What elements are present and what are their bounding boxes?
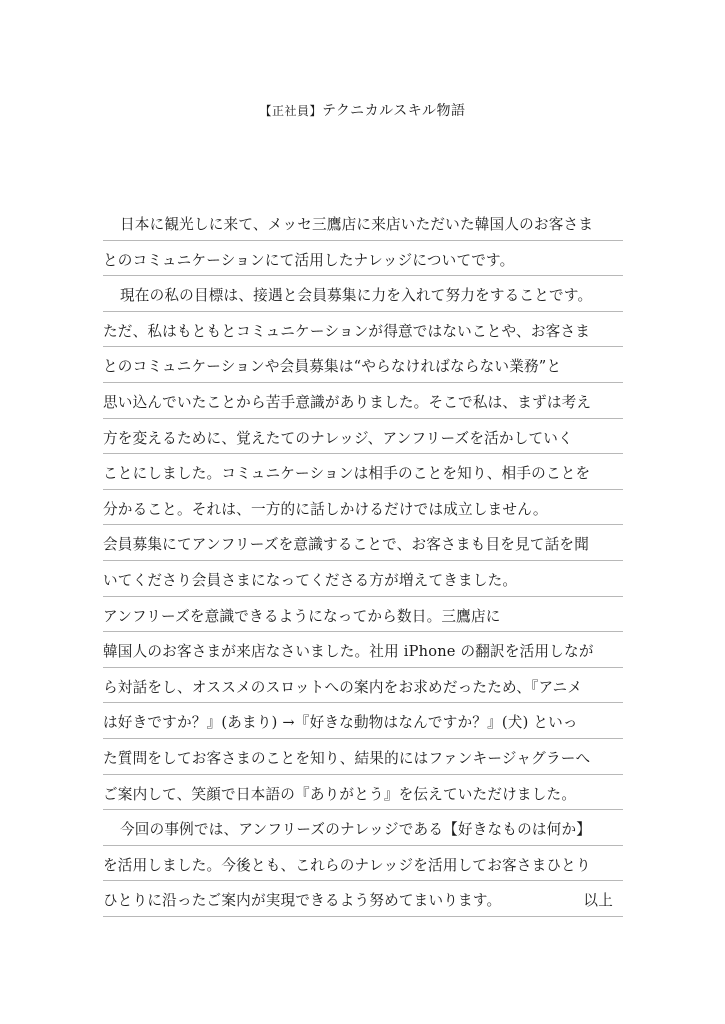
text-line: 思い込んでいたことから苦手意識がありました。そこで私は、まずは考え: [103, 383, 623, 419]
text-line: 今回の事例では、アンフリーズのナレッジである【好きなものは何か】: [103, 810, 623, 846]
title-tag: 【正社員】: [259, 104, 322, 118]
text-line: ただ、私はもともとコミュニケーションが得意ではないことや、お客さま: [103, 312, 623, 348]
text-line: は好きですか？』(あまり) →『好きな動物はなんですか？』(犬) といっ: [103, 703, 623, 739]
text-line: 分かること。それは、一方的に話しかけるだけでは成立しません。: [103, 490, 623, 526]
text-line: ご案内して、笑顔で日本語の『ありがとう』を伝えていただけました。: [103, 775, 623, 811]
text-line: 会員募集にてアンフリーズを意識することで、お客さまも目を見て話を聞: [103, 525, 623, 561]
title-text: テクニカルスキル物語: [321, 103, 466, 119]
text-line-last: [103, 881, 623, 917]
text-line: ことにしました。コミュニケーションは相手のことを知り、相手のことを: [103, 454, 623, 490]
text-line: 方を変えるために、覚えたてのナレッジ、アンフリーズを活かしていく: [103, 419, 623, 455]
text-line: 韓国人のお客さまが来店なさいました。社用 iPhone の翻訳を活用しなが: [103, 632, 623, 668]
text-line: とのコミュニケーションにて活用したナレッジについてです。: [103, 241, 623, 277]
text-line: アンフリーズを意識できるようになってから数日。三鷹店に: [103, 597, 623, 633]
document-body: [103, 205, 623, 919]
text-line: 日本に観光しに来て、メッセ三鷹店に来店いただいた韓国人のお客さま: [103, 205, 623, 241]
text-line: とのコミュニケーションや会員募集は“やらなければならない業務”と: [103, 347, 623, 383]
text-line-content: ひとりに沿ったご案内が実現できるよう努めてまいります。: [103, 892, 502, 910]
text-line: いてくださり会員さまになってくださる方が増えてきました。: [103, 561, 623, 597]
text-line: を活用しました。今後とも、これらのナレッジを活用してお客さまひとり: [103, 846, 623, 882]
document-title: [0, 101, 725, 121]
text-line: 現在の私の目標は、接遇と会員募集に力を入れて努力をすることです。: [103, 276, 623, 312]
text-line: た質問をしてお客さまのことを知り、結果的にはファンキージャグラーへ: [103, 739, 623, 775]
text-line: ら対話をし、オススメのスロットへの案内をお求めだったため、『アニメ: [103, 668, 623, 704]
closing-text: 以上: [583, 892, 613, 910]
